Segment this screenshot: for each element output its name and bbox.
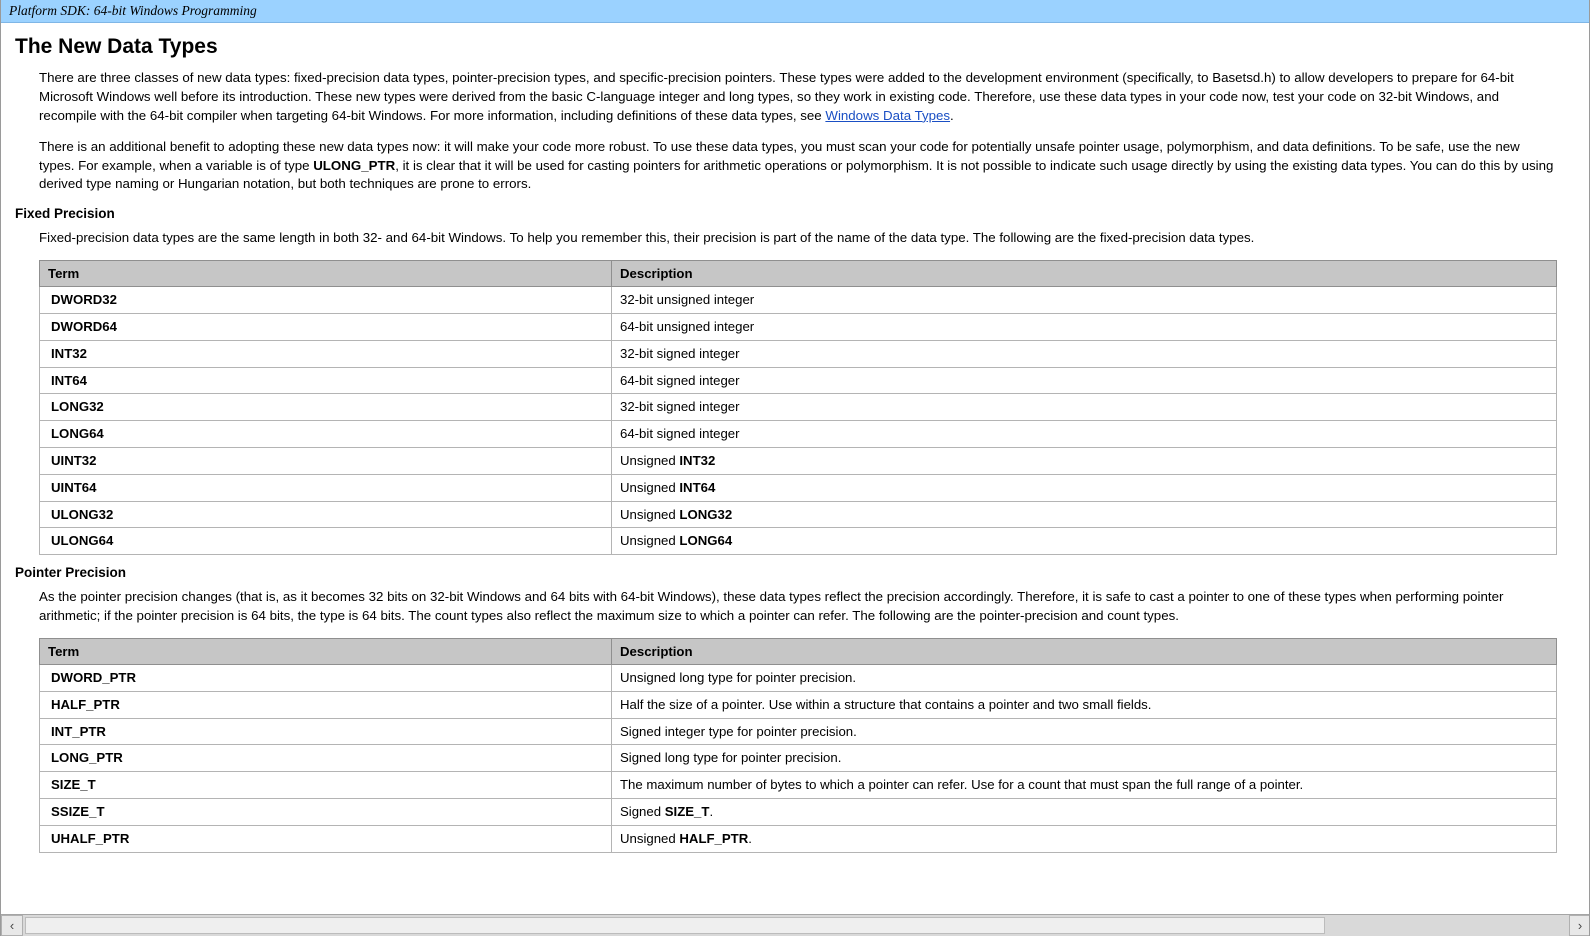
row-term: UINT32	[40, 448, 612, 475]
intro-paragraph-1	[15, 69, 1575, 126]
row-description-text: Half the size of a pointer. Use within a structure that contains a pointer and two small fields.	[620, 696, 1152, 712]
row-description-text: 64-bit signed integer	[620, 372, 740, 388]
row-term: ULONG64	[40, 528, 612, 555]
scroll-left-arrow-icon[interactable]: ‹	[1, 915, 23, 936]
column-header-term: Term	[40, 639, 612, 665]
table-row	[40, 448, 1557, 475]
row-term: ULONG32	[40, 501, 612, 528]
row-description-text: Unsigned	[620, 830, 680, 846]
row-description-text: 32-bit unsigned integer	[620, 292, 755, 308]
document-content	[1, 23, 1589, 911]
row-description-text: 64-bit signed integer	[620, 426, 740, 442]
row-term: UHALF_PTR	[40, 825, 612, 852]
row-description	[612, 340, 1557, 367]
row-description-text: Signed integer type for pointer precision.	[620, 723, 857, 739]
horizontal-scrollbar[interactable]	[1, 914, 1590, 936]
intro-paragraph-2-text-b: , it is clear that it will be used for casting pointers for arithmetic operations or polymorphism. It is not possible to indicate such usage directly by using the existing data types. You can do this by using derived type naming or Hungarian notation, but both techniques are prone to errors.	[39, 157, 1554, 192]
table-row	[40, 665, 1557, 692]
scrollbar-thumb[interactable]	[25, 917, 1325, 934]
row-description-text: Unsigned	[620, 506, 680, 522]
row-term: SIZE_T	[40, 772, 612, 799]
table-row	[40, 528, 1557, 555]
row-description-text: 32-bit signed integer	[620, 345, 740, 361]
row-description	[612, 665, 1557, 692]
row-description	[612, 799, 1557, 826]
table-row	[40, 718, 1557, 745]
ulong-ptr-term: ULONG_PTR	[313, 157, 396, 173]
row-term: LONG32	[40, 394, 612, 421]
row-term: INT_PTR	[40, 718, 612, 745]
row-description	[612, 313, 1557, 340]
fixed-precision-table	[39, 260, 1557, 555]
column-header-description: Description	[612, 639, 1557, 665]
row-description-text: Unsigned	[620, 533, 680, 549]
pointer-precision-table	[39, 638, 1557, 853]
row-description-text: 32-bit signed integer	[620, 399, 740, 415]
table-row	[40, 313, 1557, 340]
pointer-precision-heading: Pointer Precision	[15, 565, 127, 581]
fixed-precision-heading: Fixed Precision	[15, 206, 115, 222]
row-description	[612, 367, 1557, 394]
intro-paragraph-1-text: There are three classes of new data types: fixed-precision data types, pointer-precision types, and specific-precision pointers. These types were added to the development environment (specifically, to Basetsd.h) to allow developers to prepare for 64-bit Microsoft Windows well before its introduction. These new types were derived from the basic C-language integer and long types, so they work in existing code. Therefore, use these data types in your code now, test your code on 32-bit Windows, and recompile with the 64-bit compiler when targeting 64-bit Windows. For more information, including definitions of these data types, see	[39, 70, 1514, 123]
row-term: INT32	[40, 340, 612, 367]
table-row	[40, 421, 1557, 448]
row-description	[612, 474, 1557, 501]
windows-data-types-link[interactable]: Windows Data Types	[825, 107, 951, 123]
row-description-term: HALF_PTR	[679, 830, 749, 846]
row-description	[612, 448, 1557, 475]
row-term: LONG_PTR	[40, 745, 612, 772]
scrollbar-track[interactable]	[23, 915, 1569, 936]
column-header-term: Term	[40, 261, 612, 287]
row-term: SSIZE_T	[40, 799, 612, 826]
table-row	[40, 825, 1557, 852]
table-row	[40, 772, 1557, 799]
column-header-description: Description	[612, 261, 1557, 287]
row-description	[612, 501, 1557, 528]
table-row	[40, 745, 1557, 772]
row-term: DWORD_PTR	[40, 665, 612, 692]
row-description-suffix: .	[748, 830, 752, 846]
row-description	[612, 528, 1557, 555]
row-description-text: 64-bit unsigned integer	[620, 318, 755, 334]
scroll-right-arrow-icon[interactable]: ›	[1569, 915, 1590, 936]
fixed-precision-description: Fixed-precision data types are the same length in both 32- and 64-bit Windows. To help you remember this, their precision is part of the name of the data type. The following are the fixed-precision data types.	[39, 230, 1255, 246]
intro-paragraph-2-text-a: There is an additional benefit to adopting these new data types now: it will make your code more robust. To use these data types, you must scan your code for potentially unsafe pointer usage, polymorphism, and data definitions. To be safe, use the new types. For example, when a variable is of type	[39, 138, 1520, 173]
row-description-text: Unsigned long type for pointer precision.	[620, 670, 857, 685]
row-description-term: LONG32	[679, 506, 733, 522]
row-description-text: The maximum number of bytes to which a pointer can refer. Use for a count that must span the full range of a pointer.	[620, 777, 1304, 793]
row-description	[612, 421, 1557, 448]
row-description	[612, 287, 1557, 314]
table-row	[40, 691, 1557, 718]
row-description	[612, 718, 1557, 745]
window-title: Platform SDK: 64-bit Windows Programming	[9, 3, 257, 18]
row-term: UINT64	[40, 474, 612, 501]
page-title: The New Data Types	[15, 35, 218, 58]
row-term: DWORD64	[40, 313, 612, 340]
row-term: HALF_PTR	[40, 691, 612, 718]
row-description	[612, 394, 1557, 421]
intro-paragraph-2	[15, 138, 1575, 195]
row-description-text: Unsigned	[620, 453, 680, 468]
row-description	[612, 691, 1557, 718]
table-header-row	[40, 261, 1557, 287]
row-term: DWORD32	[40, 287, 612, 314]
pointer-precision-description: As the pointer precision changes (that is, as it becomes 32 bits on 32-bit Windows and 64 bits with 64-bit Windows), these data types reflect the precision accordingly. Therefore, it is safe to cast a pointer to one of these types when performing pointer arithmetic; if the pointer precision is 64 bits, the type is 64 bits. The count types also reflect the maximum size to which a pointer can refer. The following are the pointer-precision and count types.	[39, 589, 1504, 624]
row-term: LONG64	[40, 421, 612, 448]
table-row	[40, 340, 1557, 367]
row-description	[612, 825, 1557, 852]
row-description-term: INT32	[679, 453, 716, 468]
row-description-suffix: .	[709, 804, 714, 820]
window-titlebar	[1, 0, 1589, 23]
row-description-term: INT64	[679, 479, 716, 495]
row-description-term: LONG64	[679, 533, 733, 549]
row-description	[612, 772, 1557, 799]
intro-paragraph-1-period: .	[950, 107, 954, 123]
table-row	[40, 799, 1557, 826]
row-description	[612, 745, 1557, 772]
row-description-term: SIZE_T	[664, 804, 710, 820]
table-row	[40, 287, 1557, 314]
table-row	[40, 474, 1557, 501]
row-description-text: Signed long type for pointer precision.	[620, 750, 842, 766]
table-row	[40, 394, 1557, 421]
row-term: INT64	[40, 367, 612, 394]
row-description-text: Unsigned	[620, 479, 680, 495]
row-description-text: Signed	[620, 804, 665, 820]
table-header-row	[40, 639, 1557, 665]
table-row	[40, 501, 1557, 528]
table-row	[40, 367, 1557, 394]
